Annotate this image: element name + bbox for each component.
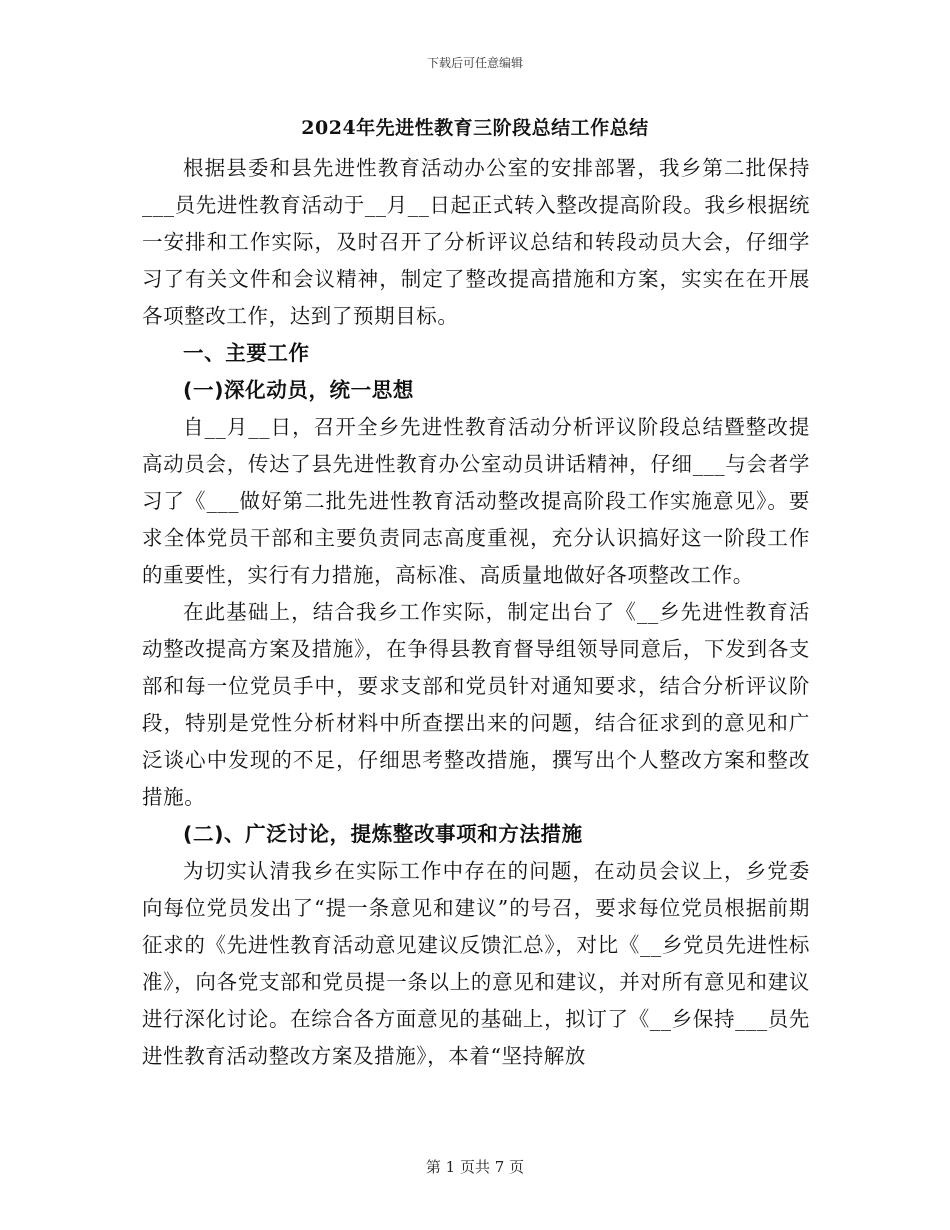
page-footer: 第 1 页共 7 页 bbox=[425, 1158, 525, 1176]
section-heading-main-work: 一、主要工作 bbox=[183, 341, 310, 365]
document-body bbox=[142, 150, 810, 1075]
header-note: 下载后可任意编辑 bbox=[426, 56, 523, 70]
paragraph-discussion: 为切实认清我乡在实际工作中存在的问题，在动员会议上，乡党委向每位党员发出了“提一条意见和建议”的号召，要求每位党员根据前期征求的《先进性教育活动意见建议反馈汇总》，对比《__乡党员先进性标准》，向各党支部和党员提一条以上的意见和建议，并对所有意见和建议进行深化讨论。在综合各方面意见的基础上，拟订了《__乡保持___员先进性教育活动整改方案及措施》，本着“坚持解放 bbox=[142, 859, 810, 1068]
paragraph-intro: 根据县委和县先进性教育活动办公室的安排部署，我乡第二批保持___员先进性教育活动于__月__日起正式转入整改提高阶段。我乡根据统一安排和工作实际，及时召开了分析评议总结和转段动员大会，仔细学习了有关文件和会议精神，制定了整改提高措施和方案，实实在在开展各项整改工作，达到了预期目标。 bbox=[142, 156, 810, 328]
subsection-heading-mobilization: (一)深化动员，统一思想 bbox=[183, 378, 414, 402]
document-title: 2024年先进性教育三阶段总结工作总结 bbox=[301, 117, 649, 139]
subsection-heading-discussion: (二)、广泛讨论，提炼整改事项和方法措施 bbox=[183, 822, 583, 846]
paragraph-mobilization-meeting: 自__月__日，召开全乡先进性教育活动分析评议阶段总结暨整改提高动员会，传达了县先进性教育办公室动员讲话精神，仔细___与会者学习了《___做好第二批先进性教育活动整改提高阶段工作实施意见》。要求全体党员干部和主要负责同志高度重视，充分认识搞好这一阶段工作的重要性，实行有力措施，高标准、高质量地做好各项整改工作。 bbox=[142, 415, 810, 587]
paragraph-rectification-plan: 在此基础上，结合我乡工作实际，制定出台了《__乡先进性教育活动整改提高方案及措施》，在争得县教育督导组领导同意后，下发到各支部和每一位党员手中，要求支部和党员针对通知要求，结合分析评议阶段，特别是党性分析材料中所查摆出来的问题，结合征求到的意见和广泛谈心中发现的不足，仔细思考整改措施，撰写出个人整改方案和整改措施。 bbox=[142, 600, 810, 809]
